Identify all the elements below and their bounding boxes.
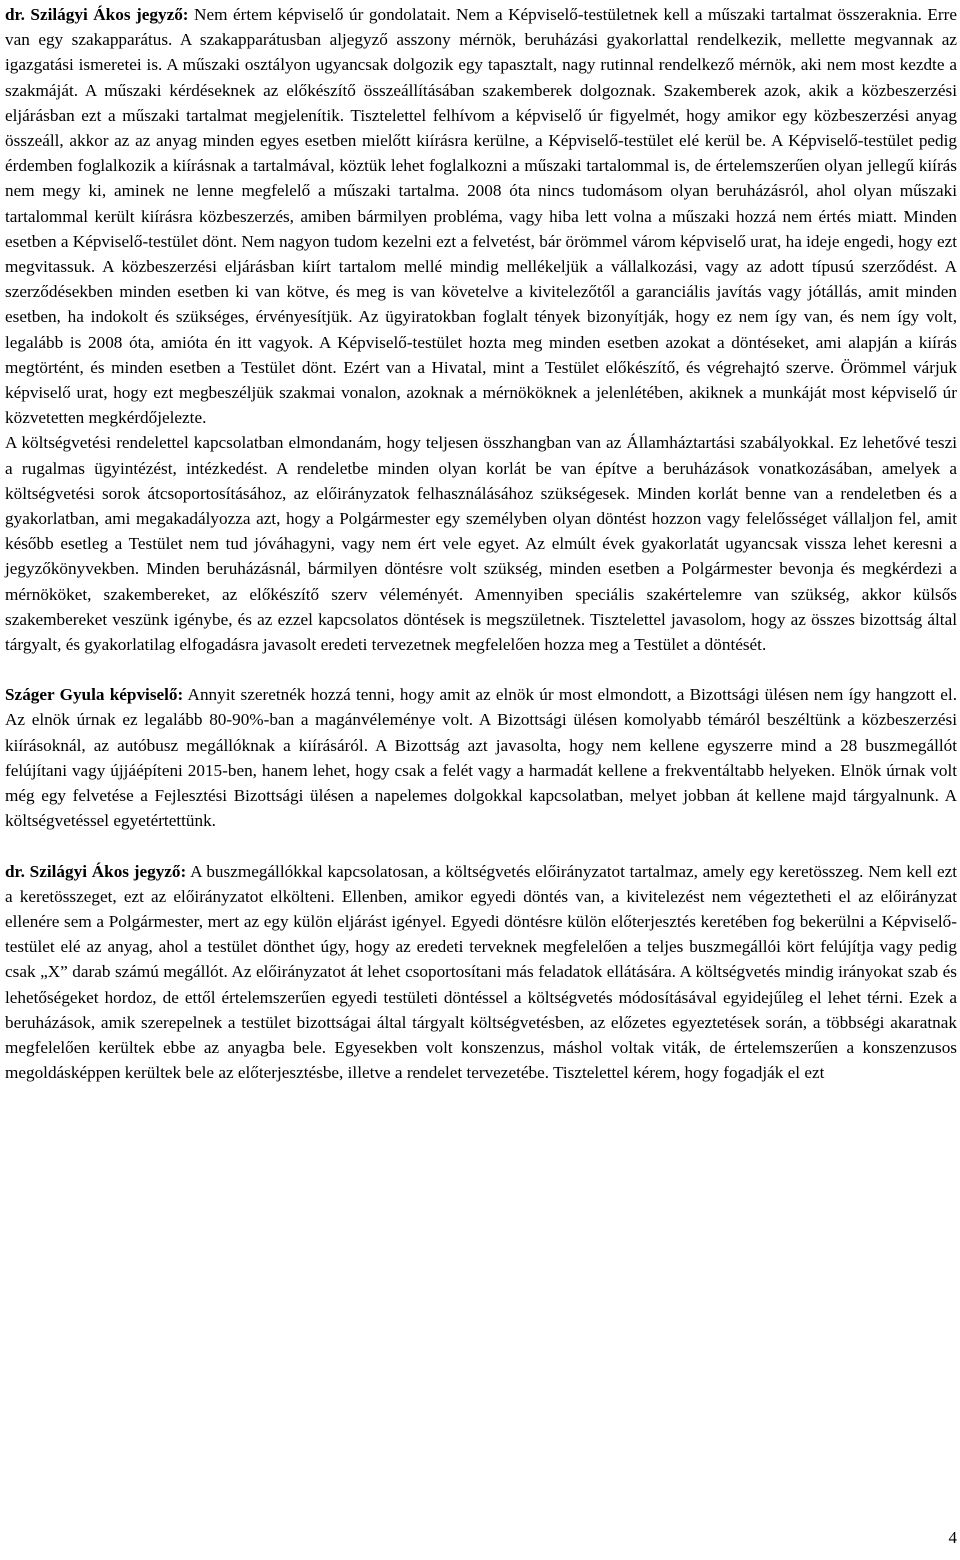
paragraph-text: A buszmegállókkal kapcsolatosan, a költségvetés előirányzatot tartalmaz, amely egy keretösszeg. Nem kell ezt a keretösszeget, ezt az előirányzatot elkölteni. Ellenben, amikor egyedi döntés van, a kivitelezést nem végeztetheti el az előirányzat ellenére sem a Polgármester, mert az egy külön eljárást igényel. Egyedi döntésre külön előterjesztés keretében fog bekerülni a Képviselő-testület elé az anyag, ahol a testület dönthet úgy, hogy az eredeti terveknek megfelelően a teljes buszmegállói kört felújítja vagy pedig csak „X” darab számú megállót. Az előirányzatot át lehet csoportosítani más feladatok ellátására. A költségvetés mindig irányokat szab és lehetőségeket hordoz, de ettől értelemszerűen egyedi testületi döntéssel a költségvetés módosításával egyidejűleg el lehet térni. Ezek a beruházások, amik szerepelnek a testület bizottságai által tárgyalt költségvetésben, az előzetes egyeztetések során, a többségi akaratnak megfelelően kerültek ebbe az anyagba bele. Egyesekben volt konszenzus, máshol voltak viták, de értelemszerűen a konszenzusos megoldásképpen kerültek bele az előterjesztésbe, illetve a rendelet tervezetébe. Tisztelettel kérem, hogy fogadják el ezt — [5, 861, 957, 1083]
paragraph-jegyzo-1 — [5, 2, 957, 430]
paragraph-text: Nem értem képviselő úr gondolatait. Nem a Képviselő-testületnek kell a műszaki tartalmat összeraknia. Erre van egy szakapparátus. A szakapparátusban aljegyző asszony mérnök, beruházási gyakorlattal rendelkezik, mellette megvannak az igazgatási ismeretei is. A műszaki osztályon ugyancsak dolgozik egy tapasztalt, nagy rutinnal rendelkező mérnök, aki nem most kezdte a szakmáját. A műszaki kérdéseknek az előkészítő összeállításában szakemberek dolgoznak. Szakemberek azok, akik a közbeszerzési eljárásban ezt a műszaki tartalmat megjelenítik. Tisztelettel felhívom a képviselő úr figyelmét, hogy amikor egy közbeszerzési anyag összeáll, akkor az az anyag minden egyes esetben mielőtt kiírásra kerülne, a Képviselő-testület elé kerül be. A Képviselő-testület pedig érdemben foglalkozik a kiírásnak a tartalmával, köztük lehet foglalkozni a műszaki tartalommal is, de értelemszerűen olyan jellegű kiírás nem megy ki, aminek ne lenne megfelelő a műszaki tartalma. 2008 óta nincs tudomásom olyan beruházásról, ahol olyan műszaki tartalommal került kiírásra közbeszerzés, amiben bármilyen probléma, vagy hiba lett volna a műszaki hozzá nem értés miatt. Minden esetben a Képviselő-testület dönt. Nem nagyon tudom kezelni ezt a felvetést, bár örömmel várom képviselő urat, ha ideje engedi, hogy ezt megvitassuk. A közbeszerzési eljárásban kiírt tartalom mellé mindig mellékeljük a vállalkozási, vagy az adott típusú szerződést. A szerződésekben minden esetben ki van kötve, és meg is van követelve a kivitelezőtől a garanciális javítás vagy jótállás, amit minden esetben, ha indokolt és szükséges, érvényesítjük. Az ügyiratokban foglalt tények bizonyítják, hogy ez nem így van, és nem így volt, legalább is 2008 óta, amióta én itt vagyok. A Képviselő-testület hozta meg minden esetben azokat a döntéseket, ami alapján a kiírás megtörtént, és minden esetben a Testület dönt. Ezért van a Hivatal, mint a Testület előkészítő, és végrehajtó szerve. Örömmel várjuk képviselő urat, hogy ezt megbeszéljük szakmai vonalon, azoknak a mérnököknek a jelenlétében, akiknek a munkáját most képviselő úr közvetetten megkérdőjelezte. — [5, 5, 957, 428]
paragraph-jegyzo-3 — [5, 859, 957, 1086]
speaker-name: dr. Szilágyi Ákos jegyző: — [5, 5, 189, 24]
page-number: 4 — [948, 1528, 957, 1547]
paragraph-szager — [5, 682, 957, 833]
speaker-name: dr. Szilágyi Ákos jegyző: — [5, 861, 187, 881]
speaker-name: Száger Gyula képviselő: — [5, 685, 184, 705]
paragraph-text: Annyit szeretnék hozzá tenni, hogy amit az elnök úr most elmondott, a Bizottsági ülésen nem így hangzott el. Az elnök úrnak ez legalább 80-90%-ban a magánvéleménye volt. A Bizottsági ülésen komolyabb témáról beszéltünk a közbeszerzési kiírásoknál, az autóbusz megállóknak a kiírásáról. A Bizottság azt javasolta, hogy nem kellene egyszerre mind a 28 buszmegállót felújítani vagy újjáépíteni 2015-ben, hanem lehet, hogy csak a felét vagy a harmadát kellene a frekventáltabb helyeken. Elnök úrnak volt még egy felvetése a Fejlesztési Bizottsági ülésen a napelemes dolgokkal kapcsolatban, melyet jobban át kellene majd tárgyalnunk. A költségvetéssel egyetértettünk. — [5, 685, 957, 831]
document-page — [5, 2, 957, 1085]
paragraph-text: A költségvetési rendelettel kapcsolatban elmondanám, hogy teljesen összhangban van az Államháztartási szabályokkal. Ez lehetővé teszi a rugalmas ügyintézést, intézkedést. A rendeletbe minden olyan korlát be van építve a beruházások vonatkozásában, amelyek a költségvetési sorok átcsoportosításához, az előirányzatok felhasználásához szükségesek. Minden korlát benne van a rendeletben és a gyakorlatban, ami megakadályozza azt, hogy a Polgármester egy személyben olyan döntést hozzon vagy felelősséget vállaljon fel, amit később esetleg a Testület nem tud jóváhagyni, vagy nem ért vele egyet. Az elmúlt évek gyakorlatát ugyancsak vissza lehet keresni a jegyzőkönyvekben. Minden beruházásnál, bármilyen döntésre volt szükség, minden esetben a Polgármester bevonja és megkérdezi a mérnököket, szakembereket, az előkészítő szerv véleményét. Amennyiben speciális szakértelemre van szükség, akkor külsős szakembereket veszünk igénybe, és az ezzel kapcsolatos döntések is megszületnek. Tisztelettel javasolom, hogy az összes bizottság által tárgyalt, és gyakorlatilag elfogadásra javasolt eredeti tervezetnek megfelelően hozza meg a Testület a döntését. — [5, 433, 957, 655]
paragraph-jegyzo-2 — [5, 430, 957, 657]
